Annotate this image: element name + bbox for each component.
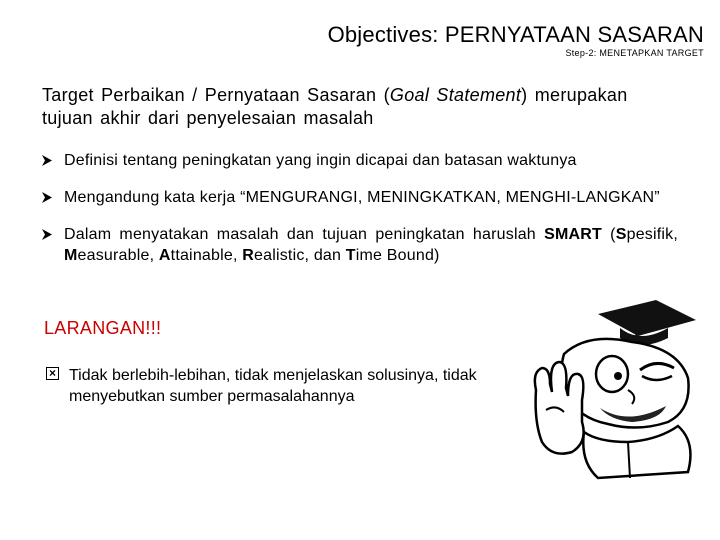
intro-text-2: ) merupakan tujuan akhir dari penyelesaian masalah <box>42 85 628 128</box>
intro-text-1: Target Perbaikan / Pernyataan Sasaran ( <box>42 85 390 105</box>
paren-open: ( <box>601 226 616 243</box>
bullet-text: Definisi tentang peningkatan yang ingin dicapai dan batasan waktunya <box>64 152 577 169</box>
smart-s-rest: pesifik, <box>626 226 678 243</box>
smart-a-rest: ttainable, <box>170 247 243 264</box>
slide-title: Objectives: PERNYATAAN SASARAN <box>327 22 704 47</box>
smart-t-rest: ime Bound) <box>355 247 440 264</box>
smart-m-rest: easurable, <box>77 247 159 264</box>
graduate-cartoon-icon <box>528 292 708 482</box>
bullet-text: Mengandung kata kerja “MENGURANGI, MENINGKATKAN, MENGHI-LANGKAN” <box>64 189 660 206</box>
bullet-text: Dalam menyatakan masalah dan tujuan peningkatan haruslah <box>64 226 545 243</box>
bullet-item-verbs <box>42 187 678 208</box>
x-box-icon: × <box>46 367 59 380</box>
bullet-item-definition <box>42 150 678 171</box>
intro-paragraph <box>42 84 682 130</box>
warning-heading: LARANGAN!!! <box>44 318 162 338</box>
bullet-item-smart <box>42 224 678 266</box>
smart-a: A <box>158 247 171 264</box>
prohibition-item <box>46 365 516 407</box>
smart-r-rest: ealistic, dan <box>254 247 346 264</box>
smart-t: T <box>345 247 356 264</box>
prohibition-text: Tidak berlebih-lebihan, tidak menjelaskan solusinya, tidak menyebutkan sumber permasalahannya <box>69 367 477 405</box>
arrowhead-bullet-icon <box>42 192 52 203</box>
smart-keyword: SMART <box>544 226 602 243</box>
bullet-list <box>42 150 678 266</box>
arrowhead-bullet-icon <box>42 229 52 240</box>
smart-s: S <box>615 226 627 243</box>
smart-r: R <box>242 247 255 264</box>
intro-italic: Goal Statement <box>389 85 522 105</box>
arrowhead-bullet-icon <box>42 155 52 166</box>
smart-m: M <box>64 247 78 264</box>
slide-subtitle: Step-2: MENETAPKAN TARGET <box>565 48 704 58</box>
